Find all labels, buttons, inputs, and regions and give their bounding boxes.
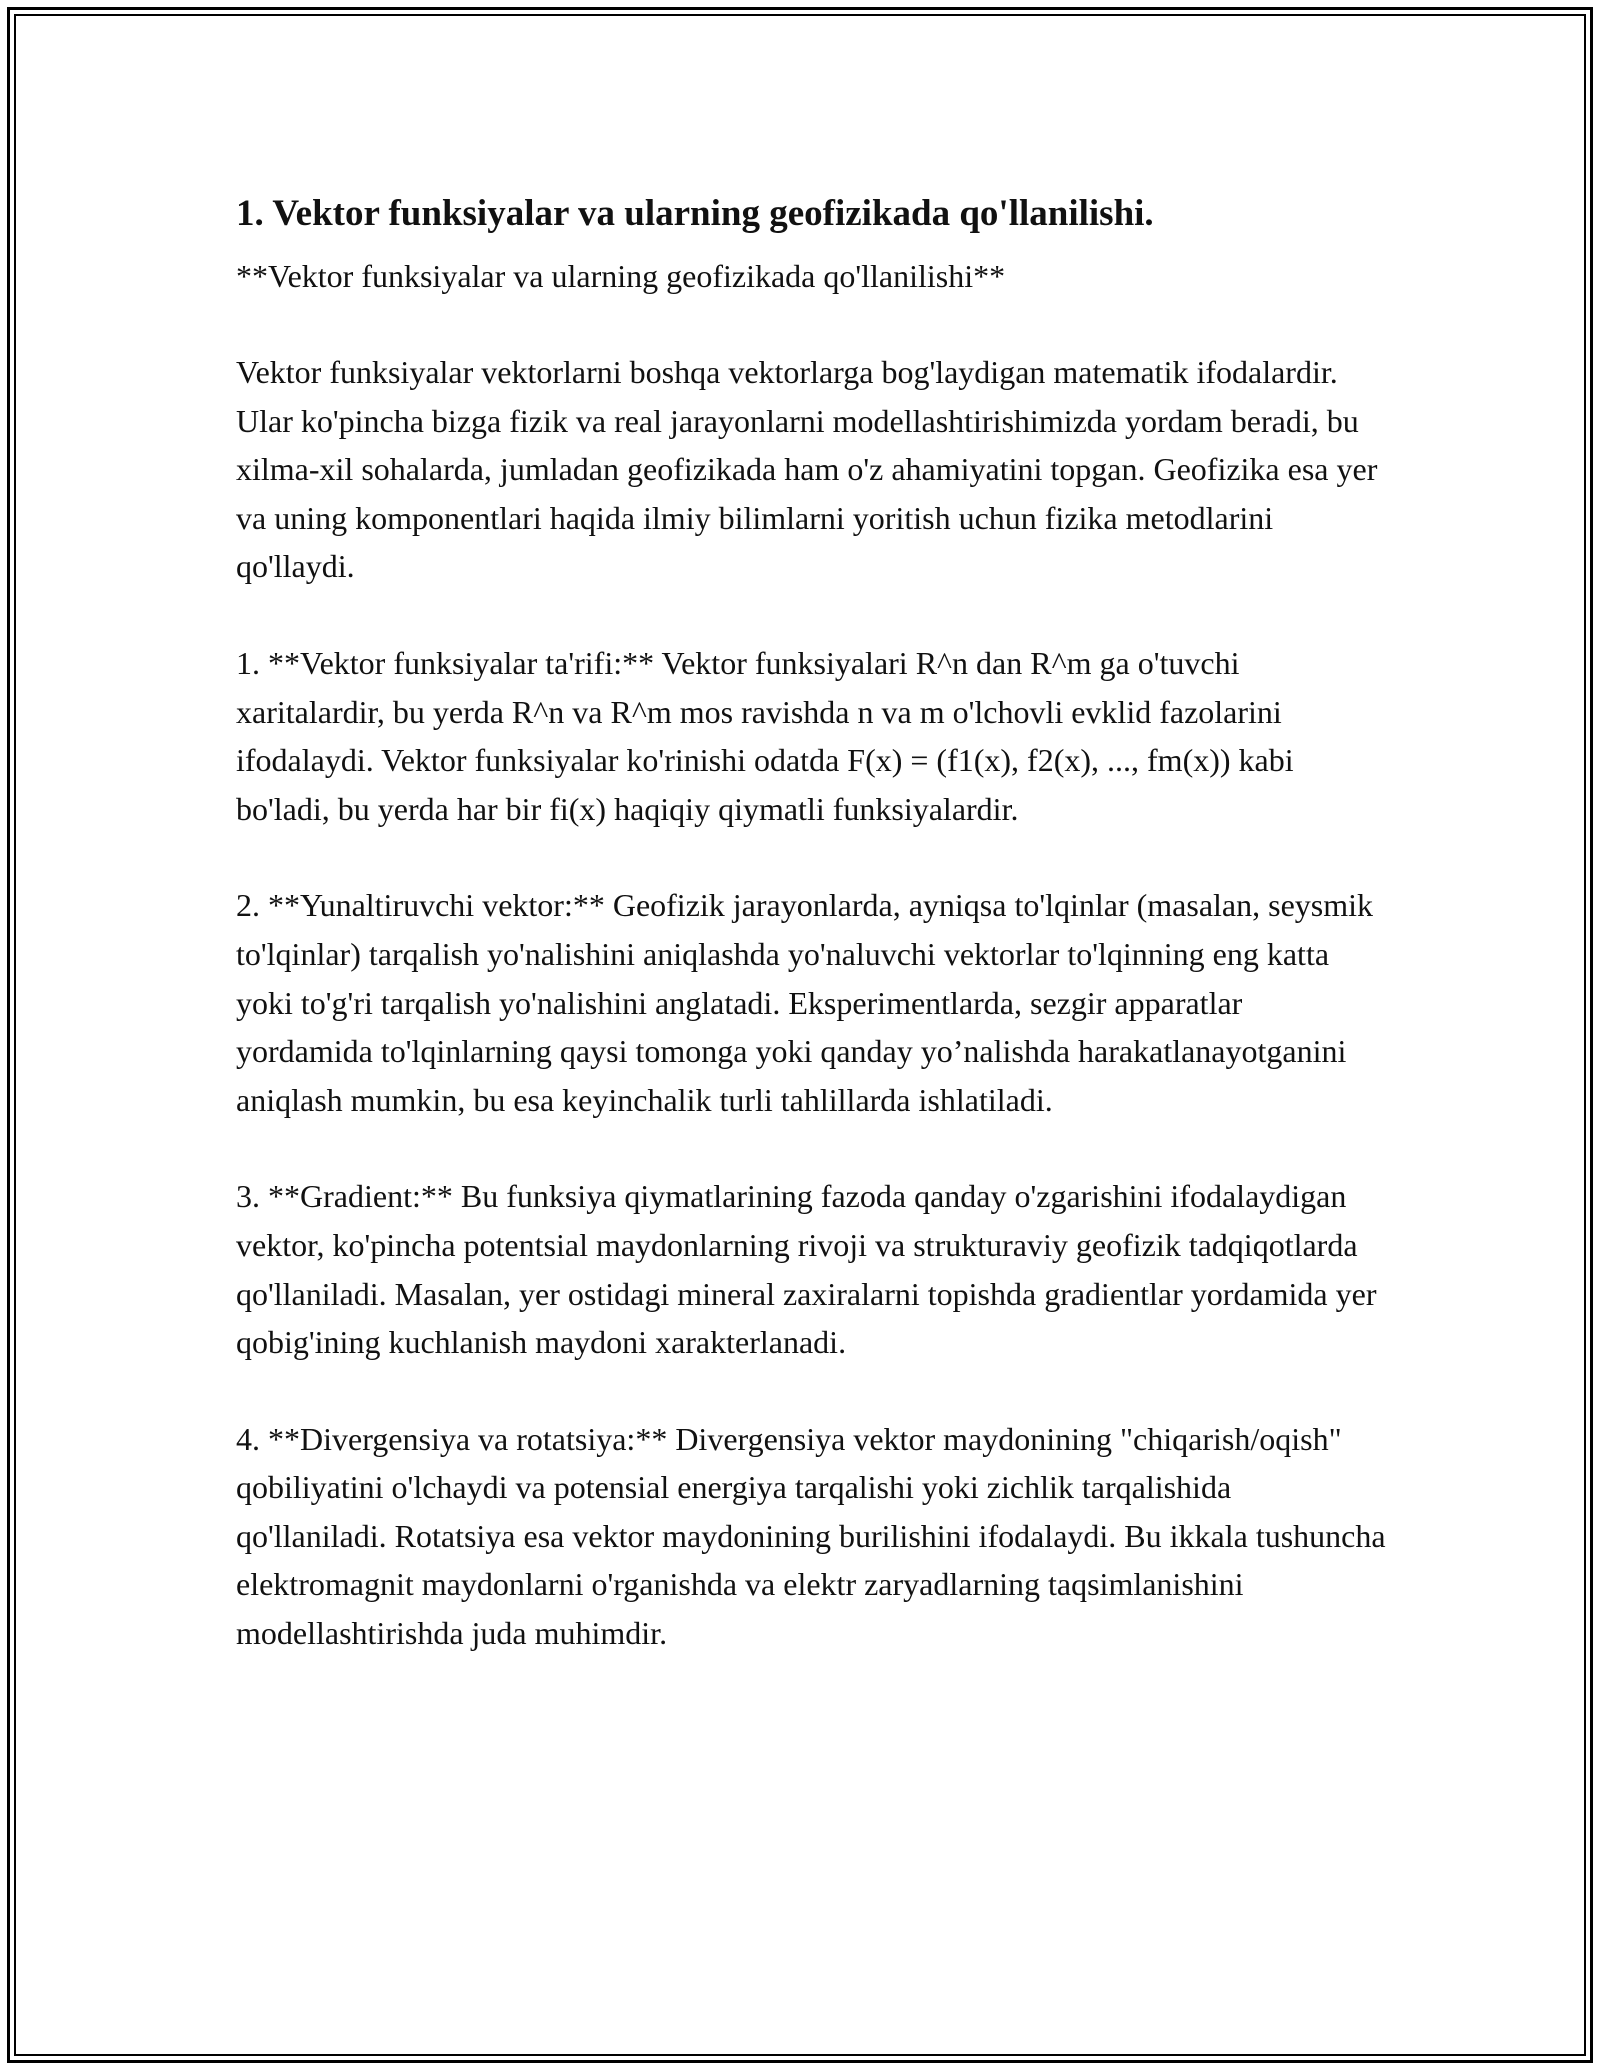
section-definition-paragraph: 1. **Vektor funksiyalar ta'rifi:** Vektor funksiyalari R^n dan R^m ga o'tuvchi xaritalardir, bu yerda R^n va R^m mos ravishda n va m o'lchovli evklid fazolarini ifodalaydi. Vektor funksiyalar ko'rinishi odatda F(x) = (f1(x), f2(x), ..., fm(x)) kabi bo'ladi, bu yerda har bir fi(x) haqiqiy qiymatli funksiyalardir.: [236, 644, 1294, 827]
document-body: [236, 186, 1386, 1658]
section-direction-vector-paragraph: 2. **Yunaltiruvchi vektor:** Geofizik jarayonlarda, ayniqsa to'lqinlar (masalan, seysmik to'lqinlar) tarqalish yo'nalishini aniqlashda yo'naluvchi vektorlar to'lqinning eng katta yoki to'g'ri tarqalish yo'nalishini anglatadi. Eksperimentlarda, sezgir apparatlar yordamida to'lqinlarning qaysi tomonga yoki qanday yo’nalishda harakatlanayotganini aniqlash mumkin, bu esa keyinchalik turli tahlillarda ishlatiladi.: [236, 887, 1374, 1118]
intro-paragraph: Vektor funksiyalar vektorlarni boshqa vektorlarga bog'laydigan matematik ifodalardir. Ular ko'pincha bizga fizik va real jarayonlarni modellashtirishimizda yordam beradi, bu xilma-xil sohalarda, jumladan geofizikada ham o'z ahamiyatini topgan. Geofizika esa yer va uning komponentlari haqida ilmiy bilimlarni yoritish uchun fizika metodlarini qo'llaydi.: [236, 354, 1378, 585]
section-divergence-rotation-paragraph: 4. **Divergensiya va rotatsiya:** Divergensiya vektor maydonining "chiqarish/oqish" qobiliyatini o'lchaydi va potensial energiya tarqalishi yoki zichlik tarqalishida qo'llaniladi. Rotatsiya esa vektor maydonining burilishini ifodalaydi. Bu ikkala tushuncha elektromagnit maydonlarni o'rganishda va elektr zaryadlarning taqsimlanishini modellashtirishda juda muhimdir.: [236, 1420, 1386, 1652]
section-gradient-paragraph: 3. **Gradient:** Bu funksiya qiymatlarining fazoda qanday o'zgarishini ifodalaydigan vektor, ko'pincha potentsial maydonlarning rivoji va strukturaviy geofizik tadqiqotlarda qo'llaniladi. Masalan, yer ostidagi mineral zaxiralarni topishda gradientlar yordamida yer qobig'ining kuchlanish maydoni xarakterlanadi.: [236, 1178, 1377, 1361]
document-subtitle: **Vektor funksiyalar va ularning geofizikada qo'llanilishi**: [236, 258, 1006, 294]
document-heading: 1. Vektor funksiyalar va ularning geofizikada qo'llanilishi.: [236, 193, 1154, 234]
